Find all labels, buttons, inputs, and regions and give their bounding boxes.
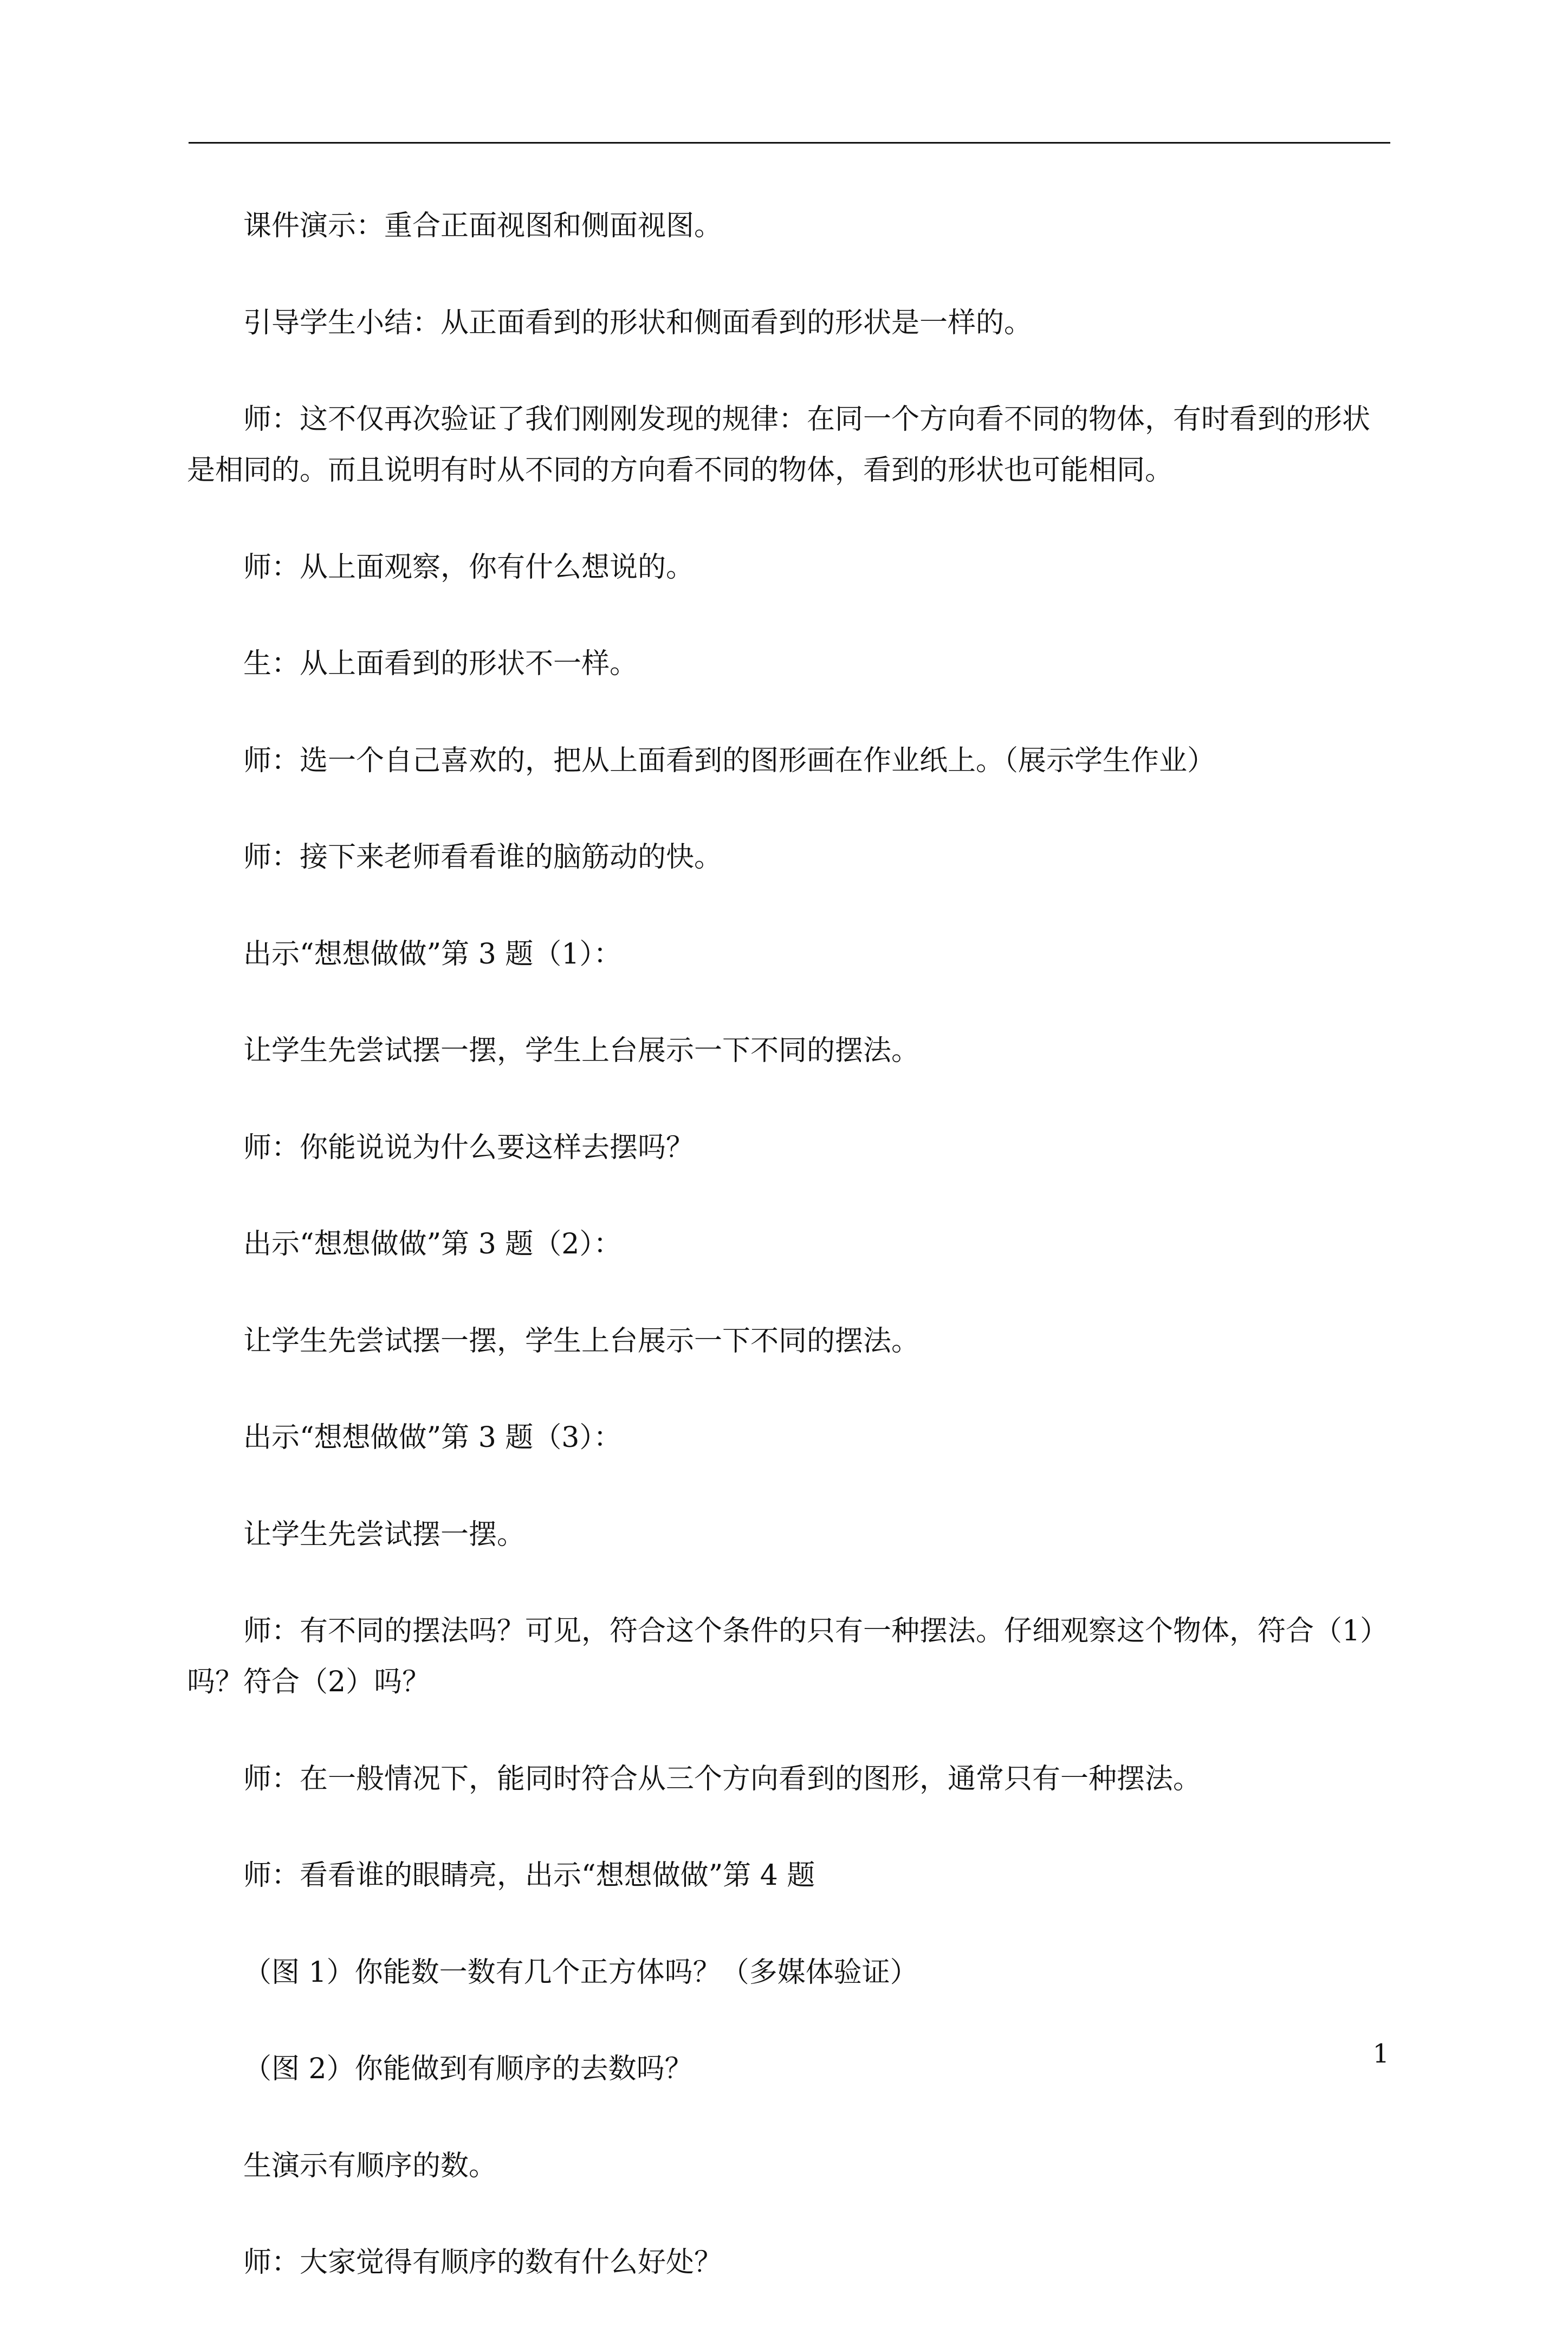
- paragraph: 课件演示：重合正面视图和侧面视图。: [243, 210, 723, 242]
- paragraph: 师：从上面观察，你有什么想说的。: [243, 551, 695, 584]
- paragraph: 师：你能说说为什么要这样去摆吗？: [243, 1131, 695, 1164]
- paragraph: 出示“想想做做”第 3 题（3）：: [243, 1421, 622, 1454]
- paragraph: 出示“想想做做”第 3 题（1）：: [243, 938, 622, 971]
- page-number: 1: [1372, 2039, 1389, 2069]
- paragraph: 师：接下来老师看看谁的脑筋动的快。: [243, 841, 723, 874]
- paragraph: 师：大家觉得有顺序的数有什么好处？: [243, 2246, 723, 2279]
- paragraph: （图 2）你能做到有顺序的去数吗？: [243, 2053, 693, 2085]
- paragraph: 让学生先尝试摆一摆，学生上台展示一下不同的摆法。: [243, 1324, 920, 1357]
- body-text: [187, 201, 1392, 2334]
- paragraph: 师：选一个自己喜欢的，把从上面看到的图形画在作业纸上。（展示学生作业）: [243, 744, 1216, 777]
- paragraph: 师：看看谁的眼睛亮，出示“想想做做”第 4 题: [243, 1859, 815, 1892]
- header-rule: [189, 142, 1390, 144]
- paragraph: 师：这不仅再次验证了我们刚刚发现的规律：在同一个方向看不同的物体，有时看到的形状是相同的。而且说明有时从不同的方向看不同的物体，看到的形状也可能相同。: [187, 403, 1371, 487]
- paragraph: 让学生先尝试摆一摆。: [243, 1518, 526, 1551]
- paragraph: 师：在一般情况下，能同时符合从三个方向看到的图形，通常只有一种摆法。: [243, 1762, 1202, 1795]
- paragraph: 出示“想想做做”第 3 题（2）：: [243, 1228, 622, 1260]
- paragraph: 师：有不同的摆法吗？可见，符合这个条件的只有一种摆法。仔细观察这个物体，符合（1）吗？符合（2）吗？: [187, 1615, 1389, 1698]
- paragraph: （图 1）你能数一数有几个正方体吗？（多媒体验证）: [243, 1956, 918, 1989]
- paragraph: 生演示有顺序的数。: [243, 2149, 497, 2182]
- paragraph: 生：从上面看到的形状不一样。: [243, 648, 638, 680]
- paragraph: 让学生先尝试摆一摆，学生上台展示一下不同的摆法。: [243, 1035, 920, 1067]
- paragraph: 引导学生小结：从正面看到的形状和侧面看到的形状是一样的。: [243, 306, 1033, 339]
